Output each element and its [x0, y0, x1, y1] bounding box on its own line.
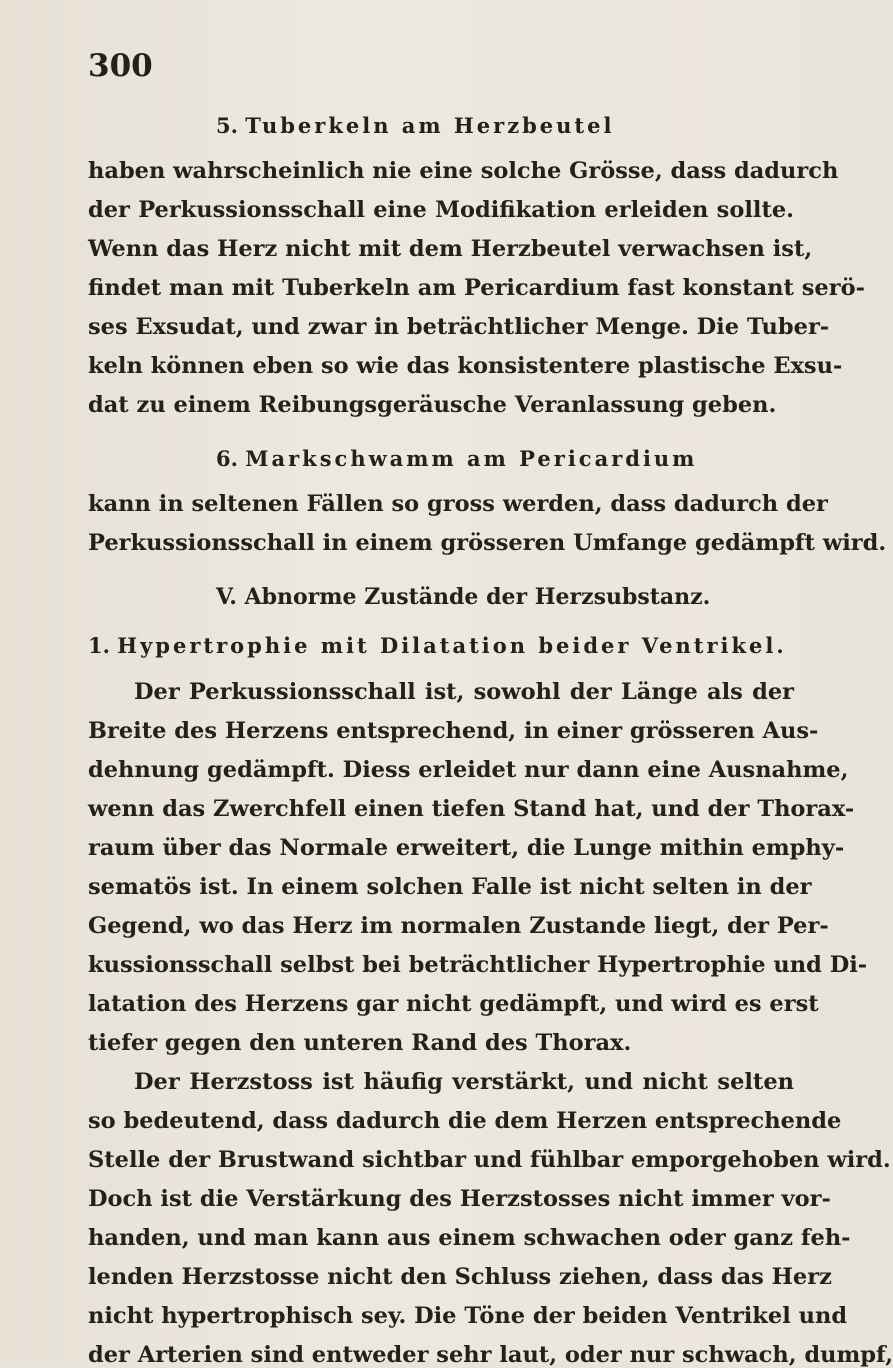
- section-5-title: Tuberkeln am Herzbeutel: [245, 113, 615, 138]
- section-5-number: 5.: [216, 113, 238, 138]
- text-line: kussionsschall selbst bei beträchtlicher Hypertrophie und Di-: [88, 952, 868, 978]
- text-line: lenden Herzstosse nicht den Schluss ziehen, dass das Herz: [88, 1264, 832, 1290]
- text-line: dat zu einem Reibungsgeräusche Veranlassung geben.: [88, 392, 777, 418]
- text-line: raum über das Normale erweitert, die Lunge mithin emphy-: [88, 835, 845, 861]
- subsection-1-number: 1.: [88, 633, 110, 658]
- text-line: haben wahrscheinlich nie eine solche Grösse, dass dadurch: [88, 158, 839, 184]
- page-number: 300: [88, 48, 153, 84]
- section-5-heading: [216, 113, 614, 138]
- chapter-heading: V. Abnorme Zustände der Herzsubstanz.: [216, 584, 711, 610]
- text-line: Breite des Herzens entsprechend, in einer grösseren Aus-: [88, 718, 819, 744]
- text-line: Wenn das Herz nicht mit dem Herzbeutel verwachsen ist,: [88, 236, 813, 262]
- text-line: Der Perkussionsschall ist, sowohl der Länge als der: [134, 679, 794, 705]
- text-line: keln können eben so wie das konsistentere plastische Exsu-: [88, 353, 843, 379]
- text-line: kann in seltenen Fällen so gross werden, dass dadurch der: [88, 491, 828, 517]
- text-line: der Arterien sind entweder sehr laut, oder nur schwach, dumpf,: [88, 1342, 893, 1368]
- text-line: Perkussionsschall in einem grösseren Umfange gedämpft wird.: [88, 530, 887, 556]
- subsection-1-title: Hypertrophie mit Dilatation beider Ventrikel.: [117, 633, 787, 658]
- text-line: ses Exsudat, und zwar in beträchtlicher Menge. Die Tuber-: [88, 314, 830, 340]
- text-line: der Perkussionsschall eine Modifikation erleiden sollte.: [88, 197, 794, 223]
- text-line: dehnung gedämpft. Diess erleidet nur dann eine Ausnahme,: [88, 757, 849, 783]
- text-line: wenn das Zwerchfell einen tiefen Stand hat, und der Thorax-: [88, 796, 855, 822]
- text-line: Stelle der Brustwand sichtbar und fühlbar emporgehoben wird.: [88, 1147, 891, 1173]
- text-line: findet man mit Tuberkeln am Pericardium fast konstant serö-: [88, 275, 865, 301]
- text-line: handen, und man kann aus einem schwachen oder ganz feh-: [88, 1225, 851, 1251]
- text-line: Doch ist die Verstärkung des Herzstosses nicht immer vor-: [88, 1186, 831, 1212]
- subsection-1-heading: [88, 633, 787, 658]
- text-line: tiefer gegen den unteren Rand des Thorax.: [88, 1030, 632, 1056]
- section-6-heading: [216, 446, 697, 471]
- text-line: so bedeutend, dass dadurch die dem Herzen entsprechende: [88, 1108, 842, 1134]
- section-6-title: Markschwamm am Pericardium: [245, 446, 698, 471]
- text-line: Gegend, wo das Herz im normalen Zustande liegt, der Per-: [88, 913, 829, 939]
- text-line: Der Herzstoss ist häufig verstärkt, und nicht selten: [134, 1069, 794, 1095]
- text-line: sematös ist. In einem solchen Falle ist nicht selten in der: [88, 874, 812, 900]
- text-line: latation des Herzens gar nicht gedämpft, und wird es erst: [88, 991, 819, 1017]
- text-line: nicht hypertrophisch sey. Die Töne der beiden Ventrikel und: [88, 1303, 848, 1329]
- section-6-number: 6.: [216, 446, 238, 471]
